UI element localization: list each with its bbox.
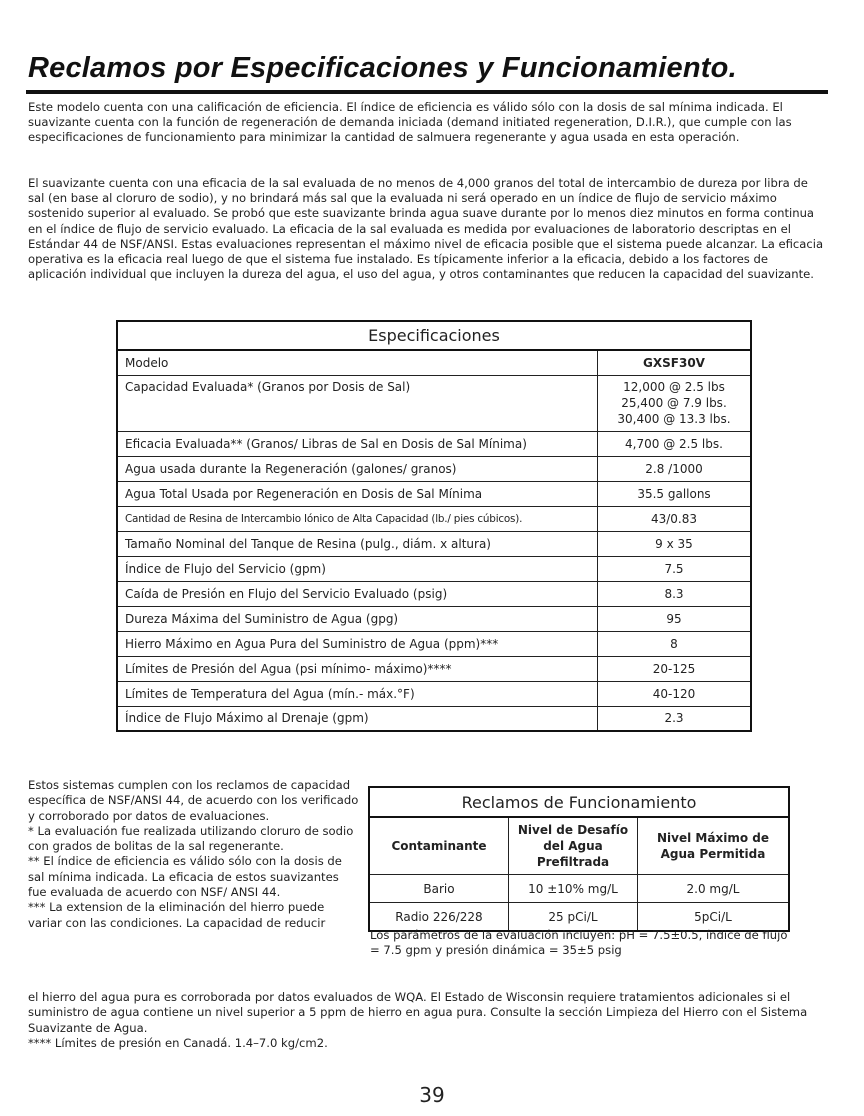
intro-paragraph-1: Este modelo cuenta con una calificación de eficiencia. El índice de eficiencia es válido sólo con la dosis de sal mínima indicada. El suavizante cuenta con la función de regeneración de demanda iniciada (demand initiated regeneration, D.I.R.), que cumple con las especificaciones de funcionamiento para minimizar la cantidad de salmuera regenerante y agua usada en esta operación. — [28, 100, 792, 145]
spec-value — [598, 375, 752, 431]
intro-paragraph-2: El suavizante cuenta con una eficacia de la sal evaluada de no menos de 4,000 granos del total de intercambio de dureza por libra de sal (en base al cloruro de sodio), y no brindará más sal que la evaluada ni será operado en un índice de flujo de servicio máximo sostenido superior al evaluado. Se probó que este suavizante brinda agua suave durante por lo menos diez minutos en forma continua en el índice de flujo de servicio evaluado. La eficacia de la sal evaluada es medida por evaluaciones de laboratorio descriptas en el Estándar 44 de NSF/ANSI. Estas evaluaciones representan el máximo nivel de eficacia posible que el sistema puede alcanzar. La eficacia operativa es la eficacia real luego de que el sistema fue instalado. Es típicamente inferior a la eficacia, debido a los factores de aplicación individual que incluyen la dureza del agua, el uso del agua, y otros contaminantes que reducen la capacidad del suavizante. — [28, 176, 824, 282]
table-row — [117, 556, 751, 581]
footnote-4: **** Límites de presión en Canadá. 1.4–7.0 kg/cm2. — [28, 1035, 328, 1050]
spec-value: 8.3 — [598, 581, 752, 606]
table-row — [117, 456, 751, 481]
title-rule — [26, 90, 828, 94]
specifications-title: Especificaciones — [117, 321, 751, 350]
spec-label: Hierro Máximo en Agua Pura del Suministro de Agua (ppm)*** — [117, 631, 598, 656]
spec-value-line: 12,000 @ 2.5 lbs — [623, 380, 725, 394]
footnote-1: * La evaluación fue realizada utilizando cloruro de sodio con grados de bolitas de la sal regenerante. — [28, 823, 354, 854]
column-header: Nivel de Desafío del Agua Prefiltrada — [509, 817, 638, 875]
spec-label: Índice de Flujo Máximo al Drenaje (gpm) — [117, 706, 598, 731]
spec-value: 40-120 — [598, 681, 752, 706]
spec-value: GXSF30V — [598, 350, 752, 375]
test-parameters: Los parámetros de la evaluación incluyen: pH = 7.5±0.5, índice de flujo = 7.5 gpm y presión dinámica = 35±5 psig — [370, 928, 788, 958]
spec-label: Límites de Presión del Agua (psi mínimo- máximo)**** — [117, 656, 598, 681]
performance-title: Reclamos de Funcionamiento — [369, 787, 789, 817]
spec-value: 95 — [598, 606, 752, 631]
table-row — [117, 431, 751, 456]
spec-value: 20-125 — [598, 656, 752, 681]
table-cell: 25 pCi/L — [509, 903, 638, 932]
spec-value: 4,700 @ 2.5 lbs. — [598, 431, 752, 456]
page-title: Reclamos por Especificaciones y Funcionamiento. — [28, 52, 737, 84]
spec-value: 2.3 — [598, 706, 752, 731]
table-cell: 5pCi/L — [638, 903, 790, 932]
spec-value: 8 — [598, 631, 752, 656]
table-row — [117, 656, 751, 681]
spec-value: 2.8 /1000 — [598, 456, 752, 481]
spec-label: Agua usada durante la Regeneración (galones/ granos) — [117, 456, 598, 481]
footnote-2: ** El índice de eficiencia es válido sólo con la dosis de sal mínima indicada. La eficacia de estos suavizantes fue evaluada de acuerdo con NSF/ ANSI 44. — [28, 854, 342, 900]
table-cell: 10 ±10% mg/L — [509, 875, 638, 903]
spec-label: Caída de Presión en Flujo del Servicio Evaluado (psig) — [117, 581, 598, 606]
table-row — [117, 375, 751, 431]
table-row — [117, 506, 751, 531]
spec-value: 43/0.83 — [598, 506, 752, 531]
footnote-3-continued: el hierro del agua pura es corroborada por datos evaluados de WQA. El Estado de Wisconsin requiere tratamientos adicionales si el suministro de agua contiene un nivel superior a 5 ppm de hierro en agua pura. Consulte la sección Limpieza del Hierro con el Sistema Suavizante de Agua. — [28, 990, 808, 1035]
table-row — [117, 350, 751, 375]
spec-label: Cantidad de Resina de Intercambio Iónico de Alta Capacidad (lb./ pies cúbicos). — [117, 506, 598, 531]
column-header: Nivel Máximo de Agua Permitida — [638, 817, 790, 875]
table-cell: 2.0 mg/L — [638, 875, 790, 903]
table-row — [117, 706, 751, 731]
page-number: 39 — [419, 1083, 445, 1107]
table-row — [369, 875, 789, 903]
footnote-compliance: Estos sistemas cumplen con los reclamos de capacidad específica de NSF/ANSI 44, de acuerdo con los verificado y corroborado por datos de evaluaciones. — [28, 778, 359, 823]
spec-label: Límites de Temperatura del Agua (mín.- máx.°F) — [117, 681, 598, 706]
table-row — [117, 631, 751, 656]
footnote-continuation — [28, 990, 824, 1051]
spec-label: Eficacia Evaluada** (Granos/ Libras de Sal en Dosis de Sal Mínima) — [117, 431, 598, 456]
spec-label: Agua Total Usada por Regeneración en Dosis de Sal Mínima — [117, 481, 598, 506]
table-row — [117, 531, 751, 556]
table-row — [369, 903, 789, 932]
footnotes — [28, 778, 360, 931]
table-cell: Bario — [369, 875, 509, 903]
specifications-table — [116, 320, 752, 732]
spec-label: Tamaño Nominal del Tanque de Resina (pulg., diám. x altura) — [117, 531, 598, 556]
table-row — [117, 481, 751, 506]
spec-value: 35.5 gallons — [598, 481, 752, 506]
spec-value: 7.5 — [598, 556, 752, 581]
spec-label: Dureza Máxima del Suministro de Agua (gpg) — [117, 606, 598, 631]
spec-value-line: 25,400 @ 7.9 lbs. — [621, 396, 727, 410]
table-cell: Radio 226/228 — [369, 903, 509, 932]
spec-value: 9 x 35 — [598, 531, 752, 556]
spec-label: Índice de Flujo del Servicio (gpm) — [117, 556, 598, 581]
spec-label: Modelo — [117, 350, 598, 375]
table-row — [117, 581, 751, 606]
table-row — [117, 681, 751, 706]
spec-value-line: 30,400 @ 13.3 lbs. — [617, 412, 731, 426]
performance-table — [368, 786, 790, 932]
table-row — [117, 606, 751, 631]
spec-label: Capacidad Evaluada* (Granos por Dosis de Sal) — [117, 375, 598, 431]
footnote-3: *** La extension de la eliminación del hierro puede variar con las condiciones. La capacidad de reducir — [28, 900, 326, 930]
column-header: Contaminante — [369, 817, 509, 875]
